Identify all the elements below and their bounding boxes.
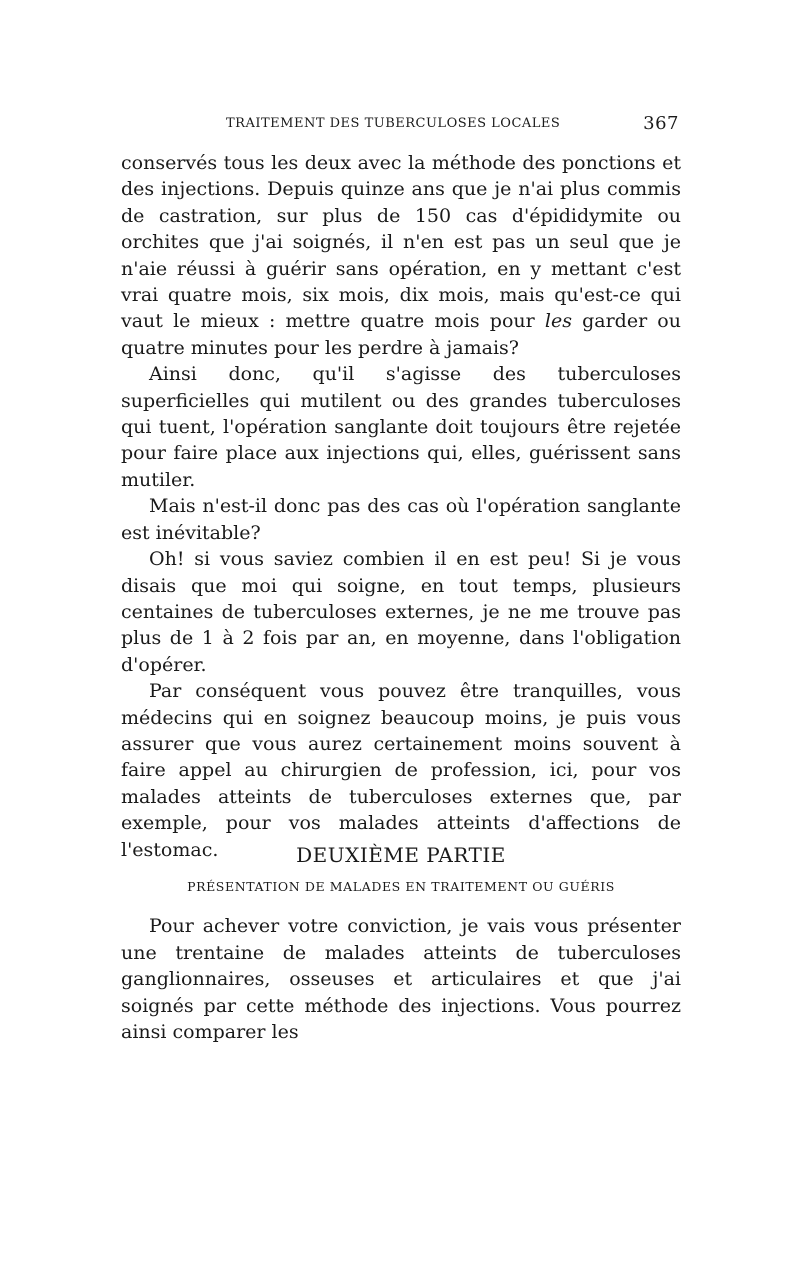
section-paragraph-1: Pour achever votre conviction, je vais vous présenter une trentaine de malades atteints de tuberculoses ganglionnaires, osseuses et articulaires et que j'ai soignés par cette méthode des injections. Vous pourrez ainsi comparer les: [121, 915, 681, 1044]
paragraph-5: Par conséquent vous pouvez être tranquilles, vous médecins qui en soignez beaucoup moins, je puis vous assurer que vous aurez certainement moins souvent à faire appel au chirurgien de profession, ici, pour vos malades atteints de tuberculoses externes que, par exemple, pour vos malades atteints d'affections de l'estomac.: [121, 680, 681, 861]
page-number: 367: [643, 113, 679, 134]
running-head: [121, 113, 681, 137]
italic-word: les: [544, 310, 572, 333]
paragraph-2: Ainsi donc, qu'il s'agisse des tuberculoses superficielles qui mutilent ou des grandes tuberculoses qui tuent, l'opération sanglante doit toujours être rejetée pour faire place aux injections qui, elles, guérissent sans mutiler.: [121, 363, 681, 491]
paragraph-1-text: conservés tous les deux avec la méthode des ponctions et des injections. Depuis quinze ans que je n'ai plus commis de castration, sur plus de 150 cas d'épididymite ou orchites que j'ai soignés, il n'en est pas un seul que je n'aie réussi à guérir sans opération, en y mettant c'est vrai quatre mois, six mois, dix mois, mais qu'est-ce qui vaut le mieux : mettre quatre mois pour: [121, 152, 681, 333]
part-subheading: PRÉSENTATION DE MALADES EN TRAITEMENT OU GUÉRIS: [187, 879, 615, 894]
section-body-text: [121, 913, 681, 1046]
paragraph-3: Mais n'est-il donc pas des cas où l'opération sanglante est inévitable?: [121, 495, 681, 544]
paragraph-4: Oh! si vous saviez combien il en est peu! Si je vous disais que moi qui soigne, en tout temps, plusieurs centaines de tuberculoses externes, je ne me trouve pas plus de 1 à 2 fois par an, en moyenne, dans l'obligation d'opérer.: [121, 548, 681, 676]
paragraph-1: [121, 150, 681, 361]
running-title: TRAITEMENT DES TUBERCULOSES LOCALES: [226, 116, 561, 131]
part-heading: DEUXIÈME PARTIE: [296, 843, 506, 867]
body-text: [121, 150, 681, 863]
paragraph-1-text-end: garder ou quatre minutes pour les perdre à jamais?: [121, 310, 681, 359]
